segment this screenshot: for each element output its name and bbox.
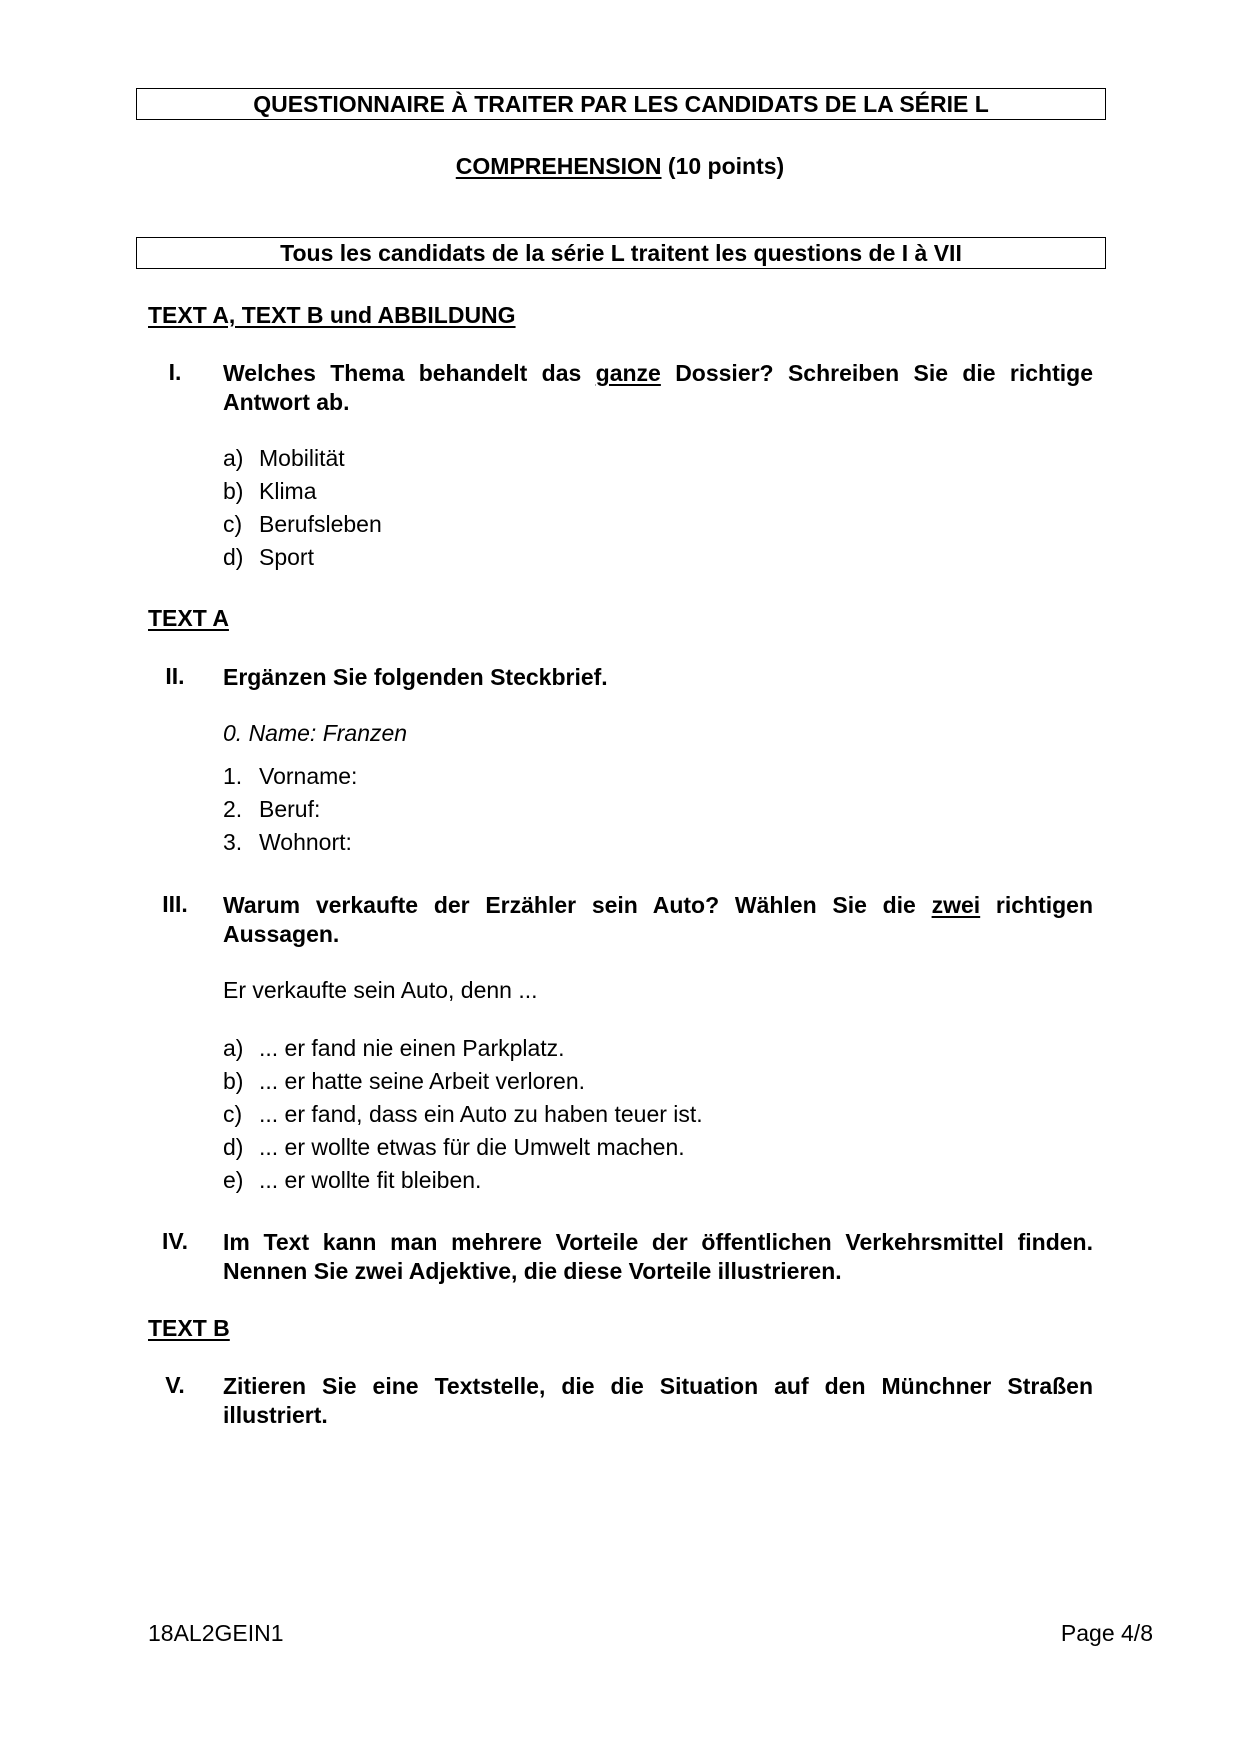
item-label: Beruf:	[259, 796, 321, 822]
question-number-5: V.	[165, 1372, 185, 1398]
questionnaire-title-box	[136, 88, 1106, 120]
question-5-text: Zitieren Sie eine Textstelle, die die Situation auf den Münchner Straßen illustriert.	[223, 1373, 1093, 1428]
option-key: c)	[223, 1101, 243, 1127]
option-key: d)	[223, 544, 244, 570]
option-key: e)	[223, 1167, 244, 1193]
q3-text-part: richtigen Aussagen.	[223, 892, 1094, 947]
item-key: 2.	[223, 796, 243, 822]
q3-text-part: Warum verkaufte der Erzähler sein Auto? Wählen Sie die	[223, 892, 916, 918]
option-label: ... er fand nie einen Parkplatz.	[259, 1035, 565, 1061]
instruction-text: Tous les candidats de la série L traitent les questions de I à VII	[280, 239, 962, 266]
questionnaire-title: QUESTIONNAIRE À TRAITER PAR LES CANDIDATS DE LA SÉRIE L	[253, 90, 989, 117]
option-label: Klima	[259, 478, 317, 504]
q1-option	[223, 511, 382, 538]
comprehension-label: COMPREHENSION	[455, 153, 662, 179]
q2-example: 0. Name: Franzen	[223, 720, 408, 746]
q3-underlined-word: zwei	[931, 892, 981, 918]
q3-option	[223, 1167, 481, 1194]
section-heading-text-b: TEXT B	[148, 1315, 230, 1341]
q3-lead: Er verkaufte sein Auto, denn ...	[223, 977, 538, 1003]
option-label: ... er wollte etwas für die Umwelt machen.	[259, 1134, 685, 1160]
section-heading-text-a-b-abbildung: TEXT A, TEXT B und ABBILDUNG	[148, 302, 516, 328]
option-label: Sport	[259, 544, 314, 570]
option-label: Berufsleben	[259, 511, 382, 537]
q1-option	[223, 445, 345, 472]
item-label: Vorname:	[259, 763, 358, 789]
q2-item	[223, 829, 352, 856]
option-key: d)	[223, 1134, 244, 1160]
question-number-1: I.	[168, 359, 182, 385]
section-heading-text-a: TEXT A	[148, 605, 229, 631]
q1-option	[223, 478, 317, 505]
q3-option	[223, 1101, 703, 1128]
q2-item	[223, 796, 320, 823]
option-key: a)	[223, 445, 244, 471]
instruction-box	[136, 237, 1106, 269]
option-key: b)	[223, 1068, 244, 1094]
question-3-text	[223, 891, 1093, 949]
q1-text-part: Dossier? Schreiben Sie die richtige Antwort ab.	[223, 360, 1093, 415]
q3-option	[223, 1068, 585, 1095]
option-key: c)	[223, 511, 243, 537]
option-label: ... er wollte fit bleiben.	[259, 1167, 482, 1193]
q2-item	[223, 763, 357, 790]
question-number-2: II.	[165, 663, 185, 689]
option-label: Mobilität	[259, 445, 345, 471]
item-key: 1.	[223, 763, 243, 789]
q1-option	[223, 544, 314, 571]
footer-exam-code: 18AL2GEIN1	[148, 1620, 284, 1646]
q1-underlined-word: ganze	[595, 360, 661, 386]
item-key: 3.	[223, 829, 243, 855]
option-label: ... er hatte seine Arbeit verloren.	[259, 1068, 586, 1094]
question-4-text: Im Text kann man mehrere Vorteile der öffentlichen Verkehrsmittel finden. Nennen Sie zwei Adjektive, die diese Vorteile illustrieren.	[223, 1229, 1093, 1284]
q3-option	[223, 1035, 565, 1062]
comprehension-title	[0, 153, 1240, 180]
q3-option	[223, 1134, 685, 1161]
comprehension-points: (10 points)	[667, 153, 785, 179]
item-label: Wohnort:	[259, 829, 352, 855]
question-2-text: Ergänzen Sie folgenden Steckbrief.	[223, 664, 608, 690]
question-number-4: IV.	[161, 1228, 188, 1254]
option-key: a)	[223, 1035, 244, 1061]
footer-page-number: Page 4/8	[1060, 1620, 1153, 1646]
option-label: ... er fand, dass ein Auto zu haben teuer ist.	[259, 1101, 703, 1127]
q1-text-part: Welches Thema behandelt das	[223, 360, 582, 386]
question-1-text	[223, 359, 1093, 417]
question-number-3: III.	[162, 891, 188, 917]
option-key: b)	[223, 478, 244, 504]
